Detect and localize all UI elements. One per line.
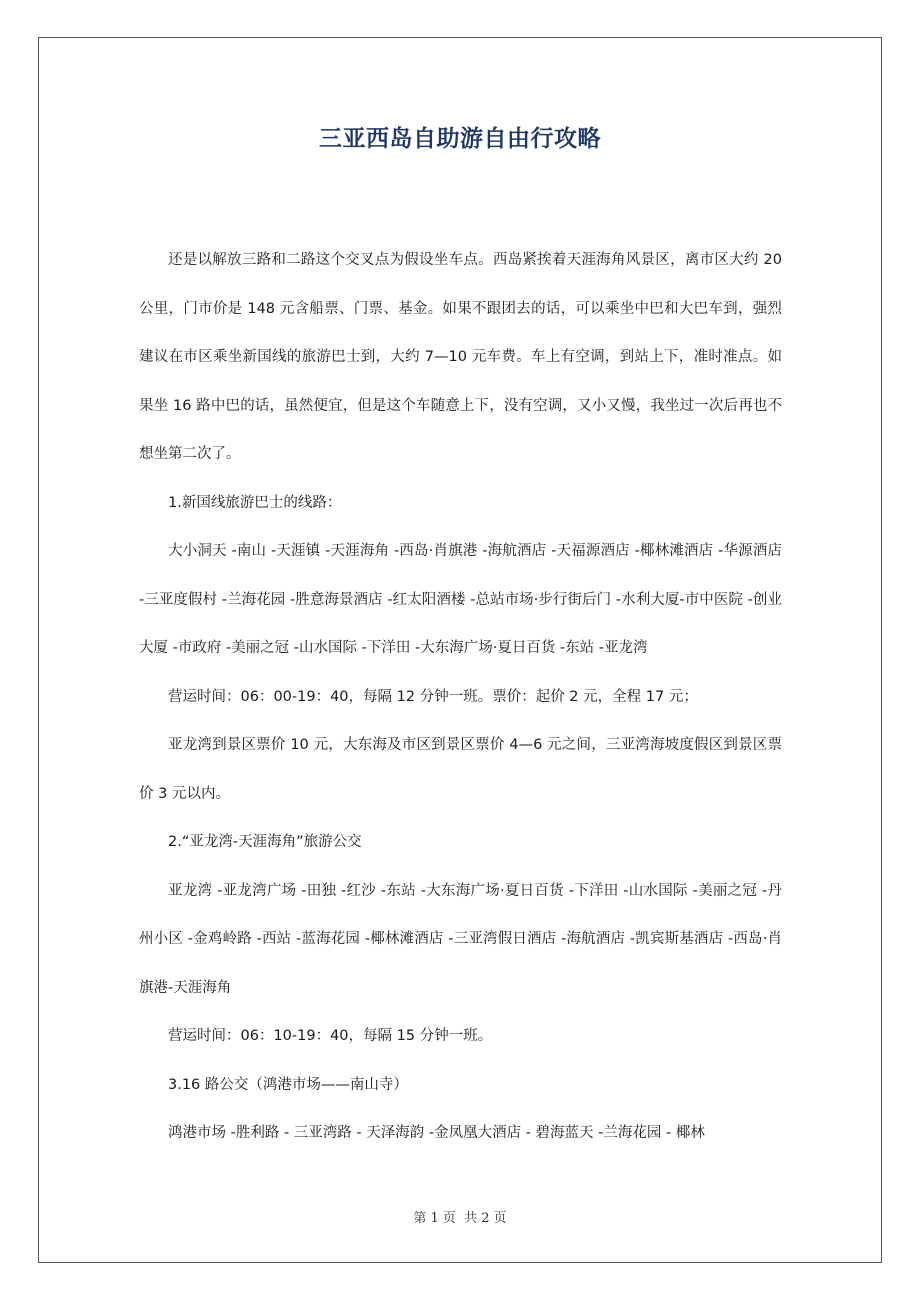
paragraph-intro: 还是以解放三路和二路这个交叉点为假设坐车点。西岛紧挨着天涯海角风景区，离市区大约 20 公里，门市价是 148 元含船票、门票、基金。如果不跟团去的话，可以乘坐中巴和大巴车到，强烈建议在市区乘坐新国线的旅游巴士到，大约 7—10 元车费。车上有空调，到站上下，准时准点。如果坐 16 路中巴的话，虽然便宜，但是这个车随意上下，没有空调，又小又慢，我坐过一次后再也不想坐第二次了。 xyxy=(139,252,782,462)
paragraph-route-1-hours: 营运时间：06：00-19：40，每隔 12 分钟一班。票价：起价 2 元，全程 17 元； xyxy=(168,688,698,705)
paragraph-route-2-stops: 亚龙湾 -亚龙湾广场 -田独 -红沙 -东站 -大东海广场·夏日百货 -下洋田 -山水国际 -美丽之冠 -丹州小区 -金鸡岭路 -西站 -蓝海花园 -椰林滩酒店 -三亚湾假日酒店 -海航酒店 -凯宾斯基酒店 -西岛·肖旗港-天涯海角 xyxy=(139,882,782,996)
paragraph-route-1-fares: 亚龙湾到景区票价 10 元，大东海及市区到景区票价 4—6 元之间，三亚湾海坡度假区到景区票价 3 元以内。 xyxy=(139,737,782,802)
paragraph-route-3-heading: 3.16 路公交（鸿港市场——南山寺） xyxy=(168,1076,408,1093)
document-title: 三亚西岛自助游自由行攻略 xyxy=(319,126,601,152)
paragraph-route-2-heading: 2.“亚龙湾-天涯海角”旅游公交 xyxy=(168,834,362,850)
document-body xyxy=(139,236,782,1158)
page-total: 共 2 页 xyxy=(464,1211,507,1226)
paragraph-route-3-stops: 鸿港市场 -胜利路 - 三亚湾路 - 天泽海韵 -金凤凰大酒店 - 碧海蓝天 -兰海花园 - 椰林 xyxy=(168,1125,705,1141)
paragraph-route-2-hours: 营运时间：06：10-19：40，每隔 15 分钟一班。 xyxy=(168,1028,493,1044)
page-number: 第 1 页 xyxy=(413,1211,456,1226)
paragraph-route-1-heading: 1.新国线旅游巴士的线路： xyxy=(168,494,342,511)
page-footer xyxy=(0,1207,920,1226)
paragraph-route-1-stops: 大小洞天 -南山 -天涯镇 -天涯海角 -西岛·肖旗港 -海航酒店 -天福源酒店 -椰林滩酒店 -华源酒店 -三亚度假村 -兰海花园 -胜意海景酒店 -红太阳酒楼 -总站市场·步行街后门 -水利大厦-市中医院 -创业大厦 -市政府 -美丽之冠 -山水国际 -下洋田 -大东海广场·夏日百货 -东站 -亚龙湾 xyxy=(139,543,782,656)
